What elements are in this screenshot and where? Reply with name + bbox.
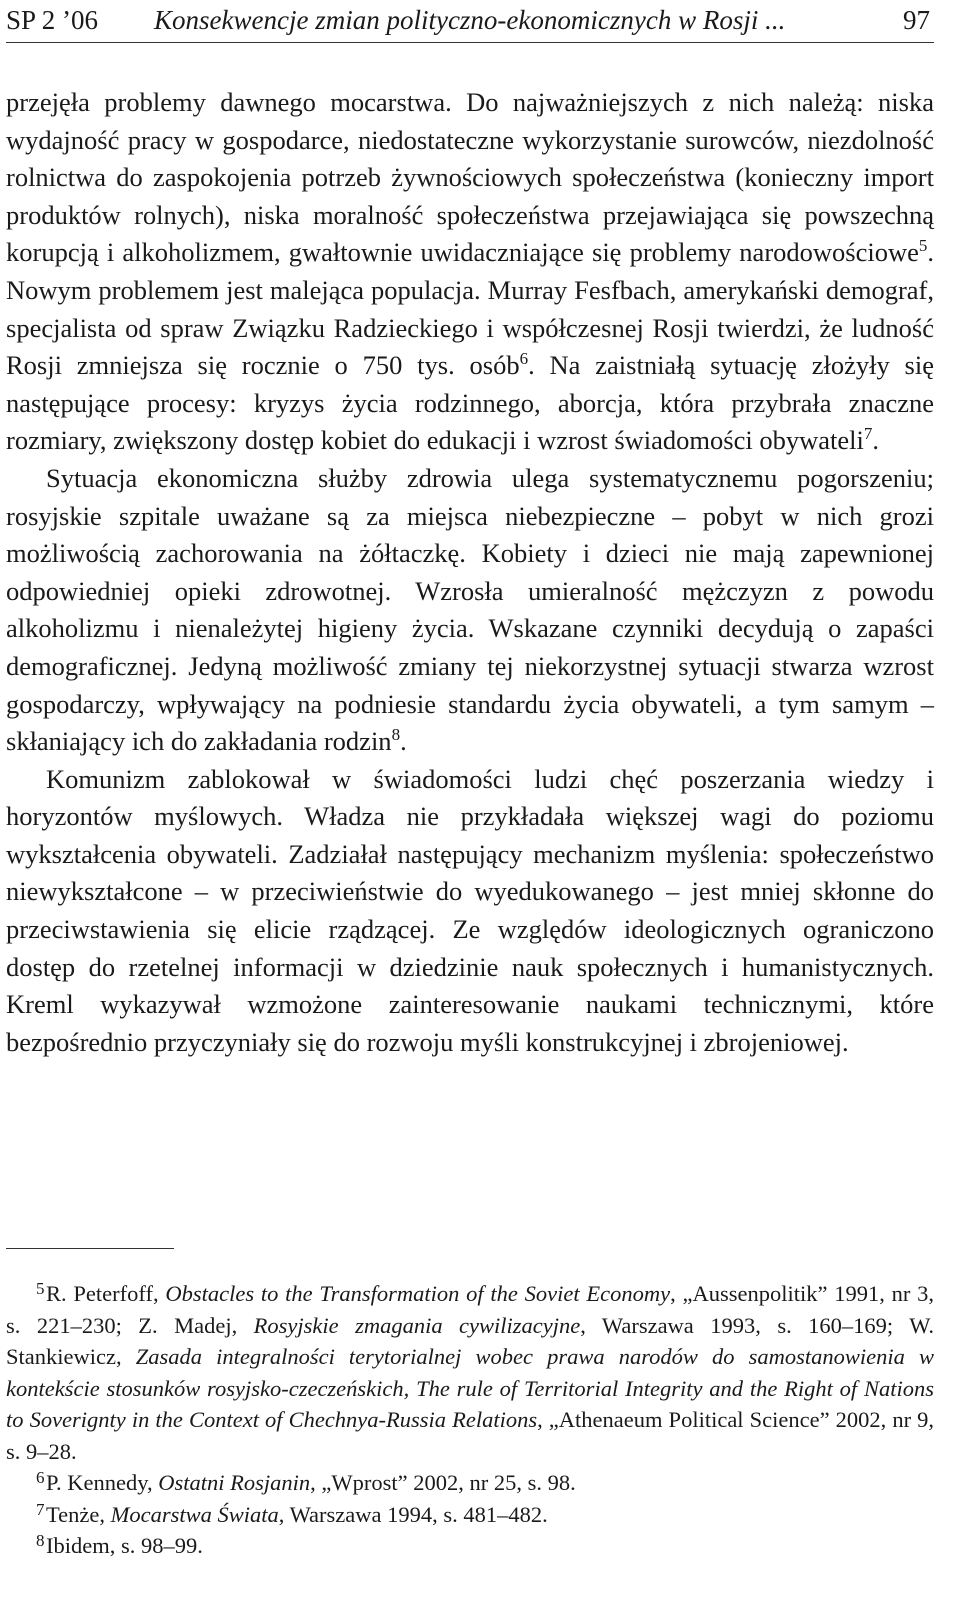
page-number: 97 [903,5,930,35]
paragraph-1-part-d: . [872,425,879,456]
footnote-5-text-c: , Warszawa 1993, s. 160–169; W. Stankiewicz, [6,1312,934,1369]
footnote-7: 7Tenże, Mocarstwa Świata, Warszawa 1994, s. 481–482. [36,1499,548,1527]
paragraph-1-part-a: przejęła problemy dawnego mocarstwa. Do najważniejszych z nich należą: niska wydajność pracy w gospodarce, niedostateczne wykorzystanie surowców, niezdolność rolnictwa do zaspokojenia potrzeb żywnościowych społeczeństwa (konieczny import produktów rolnych), niska moralność społeczeństwa przejawiająca się powszechną korupcją i alkoholizmem, gwałtownie uwidaczniające się problemy narodowościowe [6,87,934,268]
journal-issue: SP 2 ’06 [6,5,99,35]
body-text [6,84,934,1061]
footnote-7-text-b: , Warszawa 1994, s. 481–482. [278,1501,548,1527]
paragraph-1 [6,84,934,460]
footnote-5-title-b: Rosyjskie zmagania cywilizacyjne [253,1312,581,1338]
footnote-6-text-b: , „Wprost” 2002, nr 25, s. 98. [310,1470,576,1495]
footnote-5: 5R. Peterfoff, Obstacles to the Transformation of the Soviet Economy, „Aussenpolitik” 1991, nr 3, s. 221–230; Z. Madej, Rosyjskie zmagania cywilizacyjne, Warszawa 1993, s. 160–169; W. Stankiewicz, Zasada integralności terytorialnej wobec prawa narodów do samostanowienia w kontekście stosunków rosyjsko-czeczeńskich, The rule of Territorial Integrity and the Right of Nations to Soverignty in the Context of Chechnya-Russia Relations, „Athenaeum Political Science” 2002, nr 9, s. 9–28. [6,1279,935,1464]
footnote-5-text-d: , „Athenaeum Political Science” 2002, nr 9, s. 9–28. [6,1407,934,1464]
footnote-7-title: Mocarstwa Świata [110,1501,279,1527]
paragraph-2-part-a: Sytuacja ekonomiczna służby zdrowia ulega systematycznemu pogorszeniu; rosyjskie szpitale uważane są za miejsca niebezpieczne – pobyt w nich grozi możliwością zachorowania na żółtaczkę. Kobiety i dzieci nie mają zapewnionej odpowiedniej opieki zdrowotnej. Wzrosła umieralność mężczyzn z powodu alkoholizmu i nienależytej higieny życia. Wskazane czynniki decydują o zapaści demograficznej. Jedyną możliwość zmiany tej niekorzystnej sytuacji stwarza wzrost gospodarczy, wpływający na podniesie standardu życia obywateli, a tym samym – skłaniający ich do zakładania rodzin [6,462,934,757]
running-header [6,2,934,43]
paragraph-1-part-c: . Na zaistniałą sytuację złożyły się następujące procesy: kryzys życia rodzinnego, aborcja, która przybrała znaczne rozmiary, zwiększony dostęp kobiet do edukacji i wzrost świadomości obywateli [6,350,934,456]
footnote-5-title-c: Zasada integralności terytorialnej wobec prawa narodów do samostanowienia w kontekście stosunków rosyjsko-czeczeńskich, The rule of Territorial Integrity and the Right of Nations to Soverignty in the Context of Chechnya-Russia Relations [6,1344,934,1432]
footnote-separator [6,1248,174,1249]
footnote-5-text-a: R. Peterfoff, [46,1281,166,1306]
paragraph-2-part-b: . [400,726,407,757]
running-title: Konsekwencje zmian polityczno-ekonomicznych w Rosji ... [154,5,786,35]
footnote-6-title: Ostatni Rosjanin [158,1470,311,1495]
footnote-ref-6[interactable]: 6 [519,349,529,369]
footnote-ref-5[interactable]: 5 [918,236,928,256]
footnote-5-title-a: Obstacles to the Transformation of the Soviet Economy [165,1281,671,1306]
paragraph-3-text: Komunizm zablokował w świadomości ludzi chęć poszerzania wiedzy i horyzontów myślowych. Władza nie przykładała większej wagi do poziomu wykształcenia obywateli. Zadziałał następujący mechanizm myślenia: społeczeństwo niewykształcone – w przeciwieństwie do wyedukowanego – jest mniej skłonne do przeciwstawienia się elicie rządzącej. Ze względów ideologicznych ograniczono dostęp do rzetelnej informacji w dziedzinie nauk społecznych i humanistycznych. Kreml wykazywał wzmożone zainteresowanie naukami technicznymi, które bezpośrednio przyczyniały się do rozwoju myśli konstrukcyjnej i zbrojeniowej. [6,763,934,1057]
footnote-6-text-a: P. Kennedy, [46,1470,159,1495]
paragraph-2 [6,460,934,761]
footnote-ref-7[interactable]: 7 [863,424,873,444]
footnote-5-text-b: , „Aussenpolitik” 1991, nr 3, s. 221–230; Z. Madej, [6,1281,935,1338]
footnote-8: 8Ibidem, s. 98–99. [36,1531,203,1558]
paragraph-3 [6,761,934,1062]
footnotes [6,1278,934,1562]
footnote-8-text: Ibidem, s. 98–99. [46,1533,203,1558]
paragraph-1-part-b: . Nowym problemem jest malejąca populacja. Murray Fesfbach, amerykański demograf, specjalista od spraw Związku Radzieckiego i współczesnej Rosji twierdzi, że ludność Rosji zmniejsza się rocznie o 750 tys. osób [6,237,934,381]
footnote-6: 6P. Kennedy, Ostatni Rosjanin, „Wprost” 2002, nr 25, s. 98. [36,1468,576,1495]
footnote-7-text-a: Tenże, [46,1501,111,1527]
footnote-ref-8[interactable]: 8 [391,725,401,745]
